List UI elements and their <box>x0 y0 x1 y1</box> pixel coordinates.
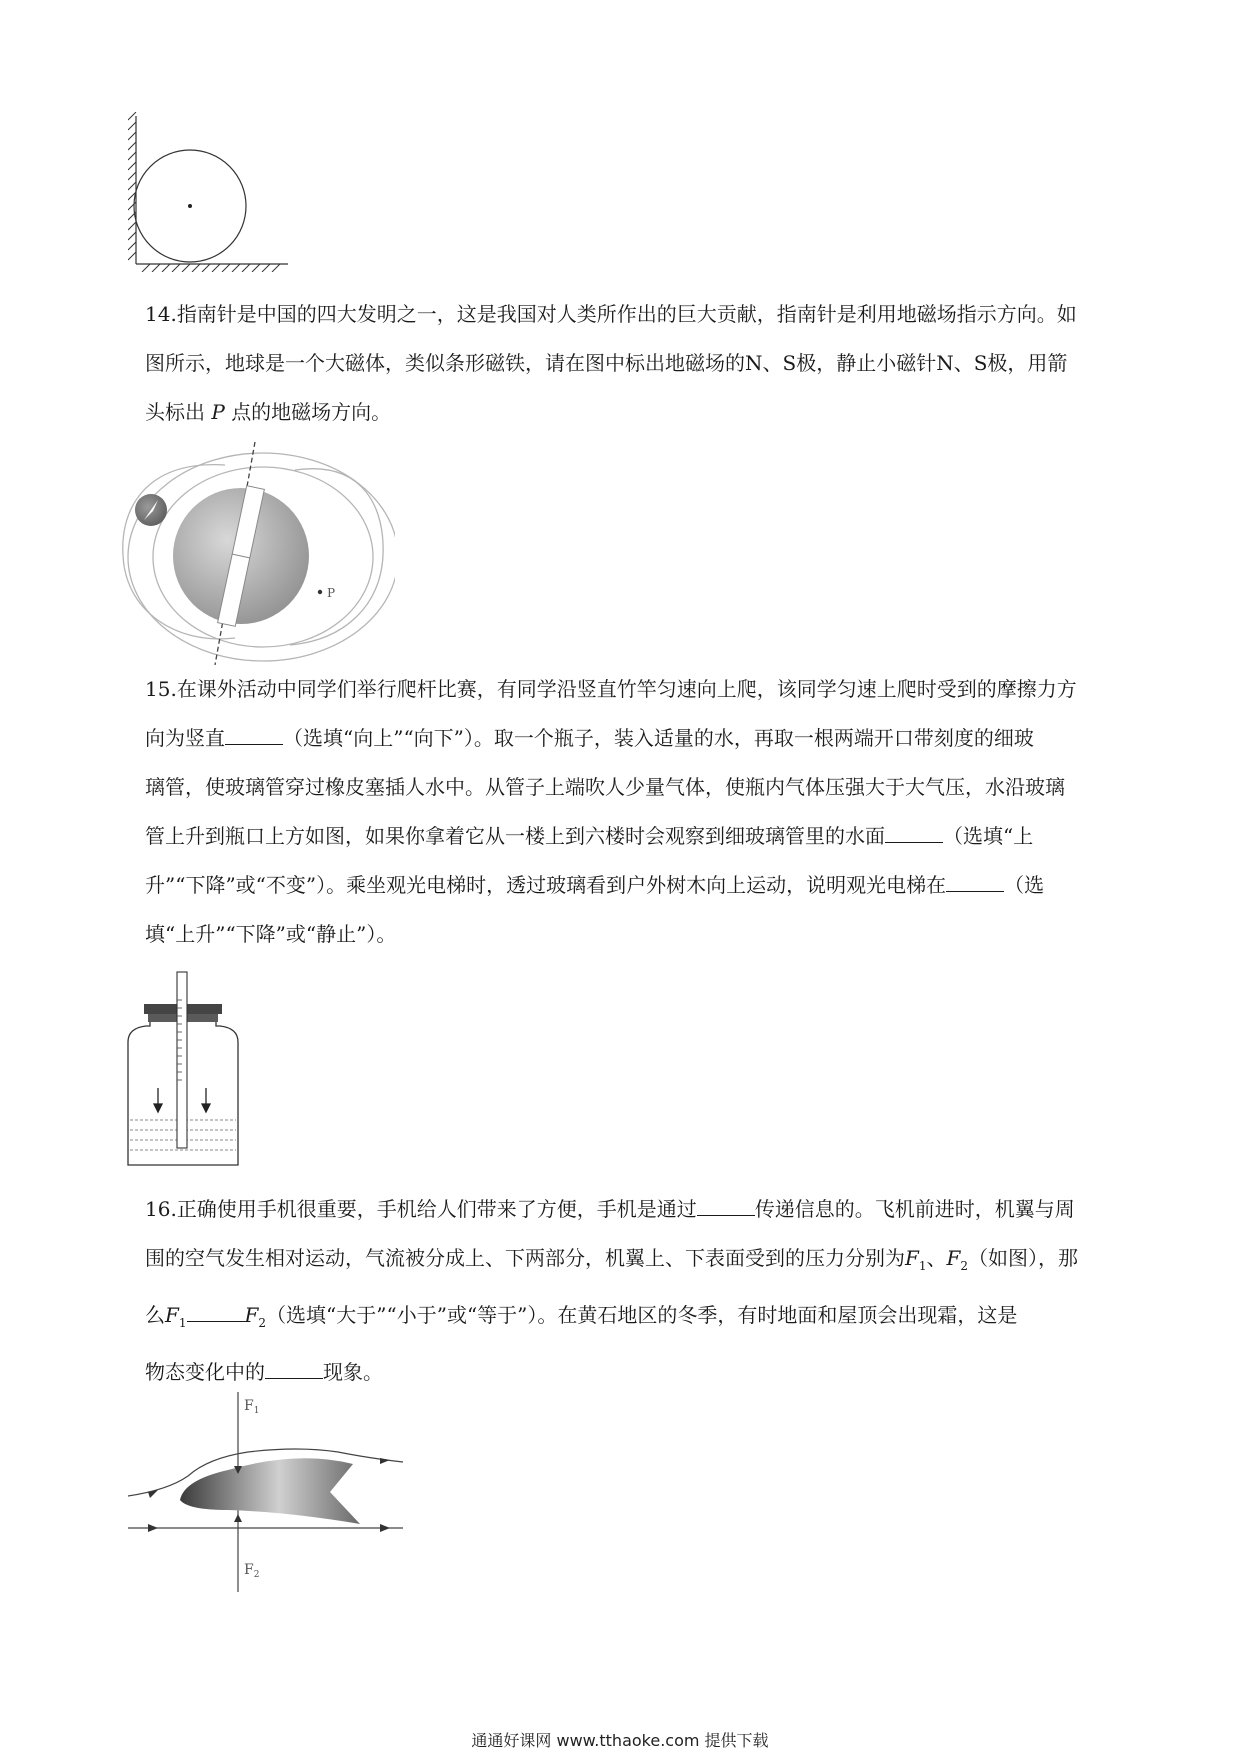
answer-blank[interactable] <box>946 873 1004 892</box>
answer-blank[interactable] <box>697 1197 755 1216</box>
q16-line3b: （选填“大于”“小于”或“等于”）。在黄石地区的冬季，有时地面和屋顶会出现霜，这是 <box>266 1303 1018 1327</box>
fig-f1-letter: F <box>244 1398 254 1414</box>
q16-line4a: 物态变化中的 <box>145 1360 265 1384</box>
q15-line2a: 向为竖直 <box>145 726 225 750</box>
q15-line3: 璃管，使玻璃管穿过橡皮塞插人水中。从管子上端吹人少量气体，使瓶内气体压强大于大气压，水沿玻璃 <box>145 775 1065 799</box>
force-f2-symbol: F <box>946 1246 961 1270</box>
page-footer: 通通好课网 www.tthaoke.com 提供下载 <box>471 1731 769 1750</box>
q15-number: 15. <box>145 677 177 701</box>
q15-line5a: 升”“下降”或“不变”）。乘坐观光电梯时，透过玻璃看到户外树木向上运动，说明观光电梯在 <box>145 873 947 897</box>
q15-line4a: 管上升到瓶口上方如图，如果你拿着它从一楼上到六楼时会观察到细玻璃管里的水面 <box>145 824 885 848</box>
q15-line1: 在课外活动中同学们举行爬杆比赛，有同学沿竖直竹竿匀速向上爬，该同学匀速上爬时受到的摩擦力方 <box>176 677 1077 701</box>
earth-magnetic-field-figure <box>115 440 395 665</box>
q16-separator: 、 <box>926 1246 947 1270</box>
q16-number: 16. <box>145 1197 177 1221</box>
answer-blank[interactable] <box>187 1303 245 1322</box>
answer-blank[interactable] <box>225 726 283 745</box>
answer-blank[interactable] <box>885 824 943 843</box>
q16-line2b: （如图），那 <box>968 1246 1079 1270</box>
q14-line3a: 头标出 <box>145 400 205 424</box>
q15-line2b: （选填“向上”“向下”）。取一个瓶子，装入适量的水，再取一根两端开口带刻度的细玻 <box>283 726 1034 750</box>
force-f1-symbol: F <box>165 1303 179 1327</box>
force-f2-subscript: 2 <box>960 1259 969 1273</box>
force-f2-symbol: F <box>244 1303 259 1327</box>
fig-f2-letter: F <box>244 1562 254 1578</box>
fig-f2-sub: 2 <box>253 1570 260 1580</box>
fig-f1-sub: 1 <box>253 1406 260 1416</box>
q14-number: 14. <box>145 302 177 326</box>
q15-line5b: （选 <box>1004 873 1045 897</box>
q16-line2a: 围的空气发生相对运动，气流被分成上、下两部分，机翼上、下表面受到的压力分别为 <box>145 1246 905 1270</box>
wing-airflow-figure <box>128 1392 408 1592</box>
q16-line1a: 正确使用手机很重要，手机给人们带来了方便，手机是通过 <box>176 1197 697 1221</box>
q16-line3a: 么 <box>145 1303 165 1327</box>
q16-line4b: 现象。 <box>323 1360 383 1384</box>
force-f1-symbol: F <box>905 1246 919 1270</box>
force-f1-subscript: 1 <box>178 1316 187 1330</box>
circle-wall-figure <box>128 112 298 272</box>
fig-force-f1-label <box>244 1398 259 1416</box>
fig-point-p-label: P <box>327 586 336 600</box>
q14-point-p: P <box>211 400 225 424</box>
q15-line4b: （选填“上 <box>943 824 1034 848</box>
fig-force-f2-label <box>244 1562 259 1580</box>
q16-line1b: 传递信息的。飞机前进时，机翼与周 <box>754 1197 1075 1221</box>
q15-line6: 填“上升”“下降”或“静止”）。 <box>145 922 397 946</box>
force-f2-subscript: 2 <box>258 1316 267 1330</box>
question-16 <box>145 1185 1130 1397</box>
q14-line3b: 点的地磁场方向。 <box>231 400 392 424</box>
question-15 <box>145 665 1130 959</box>
q14-line2: 图所示，地球是一个大磁体，类似条形磁铁，请在图中标出地磁场的N、S极，静止小磁针N、S极，用箭 <box>145 351 1068 375</box>
force-f1-subscript: 1 <box>918 1259 927 1273</box>
q14-line1: 指南针是中国的四大发明之一，这是我国对人类所作出的巨大贡献，指南针是利用地磁场指示方向。如 <box>176 302 1077 326</box>
bottle-tube-figure <box>118 970 248 1170</box>
question-14 <box>145 290 1130 437</box>
answer-blank[interactable] <box>265 1360 323 1379</box>
